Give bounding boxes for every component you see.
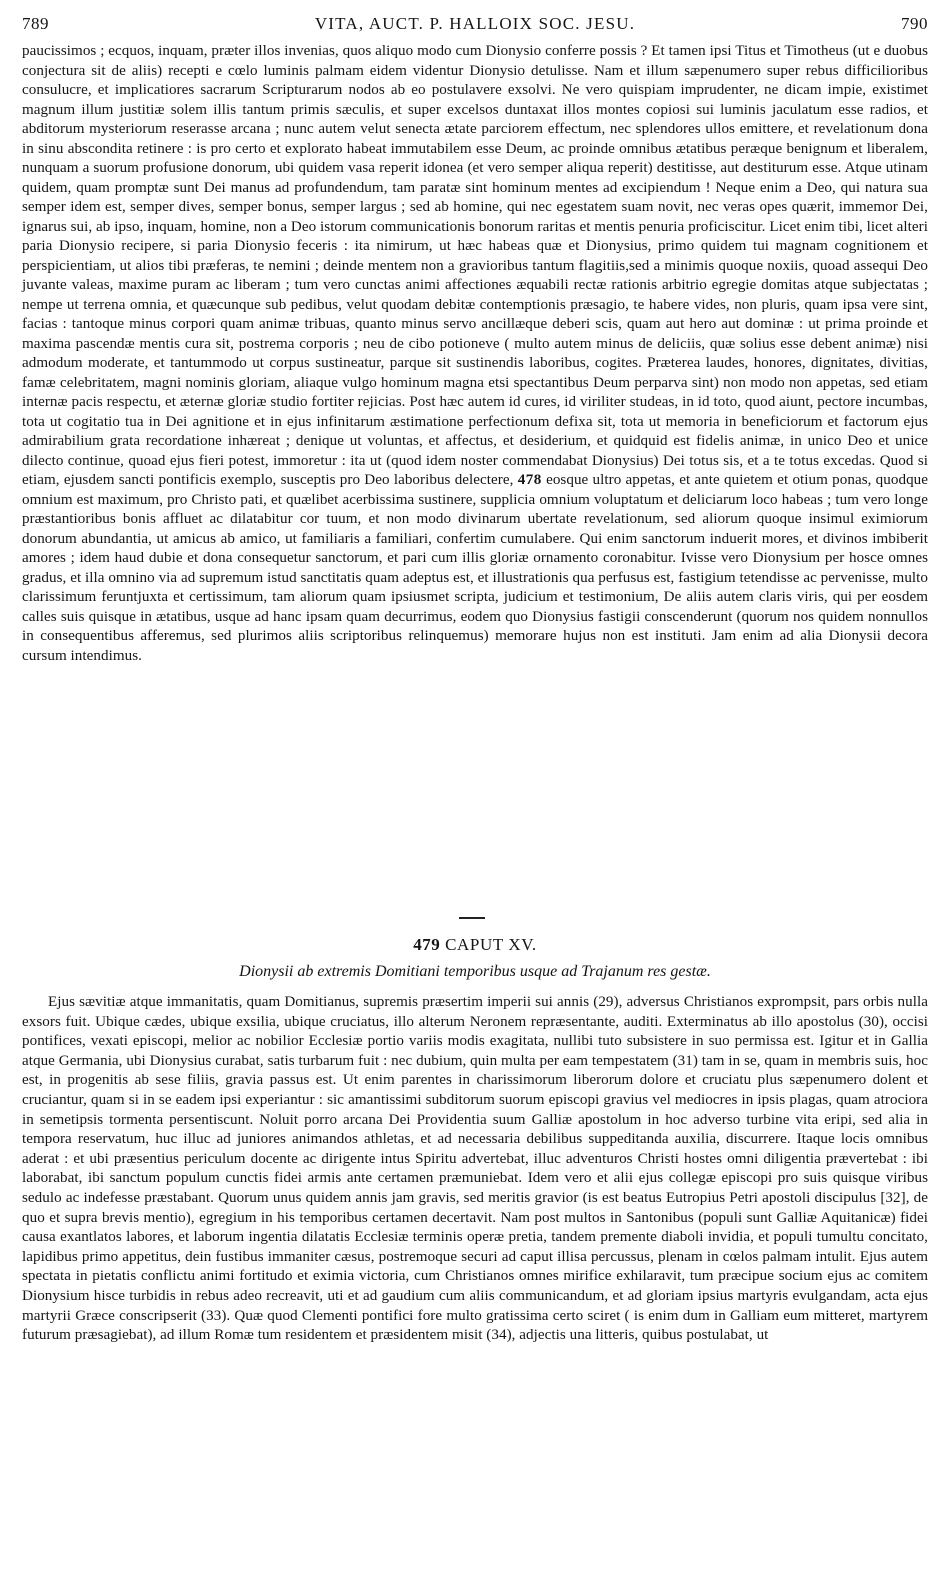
chapter-subtitle: Dionysii ab extremis Domitiani temporibus usque ad Trajanum res gestæ.	[239, 963, 711, 980]
body-paragraph-continued	[22, 42, 928, 666]
running-head	[22, 14, 928, 40]
paragraph-text-part1: paucissimos ; ecquos, inquam, præter illos invenias, quos aliquo modo cum Dionysio conferre possis ? Et tamen ipsi Titus et Timotheus (ut e duobus conjectura sit de aliis) recepti e cœlo luminis palmam eidem videntur Dionysio detulisse. Nam et illum sæpenumero super rebus difficilioribus consulucre, et implicatiores sacrarum Scripturarum nodos ab eo postulavere exsolvi. Ne vero quispiam imprudenter, ne dicam impie, existimet magnum illum justitiæ solem illis tantum primis sæculis, et super excelsos duntaxat illos montes copiosi sui luminis jaculatum esse radios, et abditorum mysteriorum reserasse arcana ; nunc autem velut senecta ætate parciorem effectum, nec splendores ullos emittere, et revelationum dona in sinu abscondita retinere : is pro certo et explorato habeat immutabilem esse Deum, ac proinde omnibus ætatibus peræque benignum et liberalem, nunquam a suorum profusione donorum, ubi quidem vasa reperit idonea (et vero semper aliqua reperit) destitisse, aut destiturum esse. Atque utinam quidem, quam promptæ sunt Dei manus ad profundendum, tam paratæ sint hominum mentes ad excipiendum ! Neque enim a Deo, qui natura sua semper idem est, semper dives, semper bonus, semper largus ; sed ab homine, qui nec egestatem suam novit, nec veras opes quærit, immemor Dei, ignarus sui, ab ipso, inquam, homine, non a Deo istorum communicationis bonorum raritas et mentis penuria proficiscitur. Licet enim tibi, licet alteri paria Dionysio recipere, si paria Dionysio feceris : ita nimirum, ut hæc habeas quæ et Dionysius, primo quidem tui magnam cognitionem et perspicientiam, ut alios tibi præferas, te nemini ; deinde mentem non a gravioribus tantum flagitiis,sed a minimis quoque noxiis, quoad assequi Deo juvante valeas, maxime puram ac liberam ; tum vero cunctas animi affectiones æquabili rectæ rationis arbitrio egregie domitas atque subjectatas ; nempe ut terrena omnia, et quæcunque sub pedibus, velut quodam debitæ contemptionis præsagio, te habere vides, non pluris, quam ipsa vere sint, facias : tantoque minus corpori quam animæ tribuas, quanto minus servo ancillæque deberi scis, quam aut hero aut dominæ : ut prima proinde et maxima pascendæ mentis cura sit, postrema corporis ; neu de cibo potioneve ( multo autem minus de deliciis, quæ solius esse debent animæ) nisi admodum moderate, et tantummodo ut corpus sustineatur, parque sit sustinendis laboribus, cogites. Præterea laudes, honores, dignitates, divitias, famæ celebritatem, magni nominis gloriam, aliaque vulgo hominum magna etsi spectantibus Deum perparva sint) non modo non appetas, sed etiam internæ pacis respectu, et æternæ gloriæ studio fortiter rejicias. Post hæc autem id cures, id viriliter studeas, in id toto, quod aiunt, pectore incumbas, tota ut cogitatio tua in Dei agnitione et in ejus infinitarum æstimatione perfectionum defixa sit, tota ut memoria in beneficiorum et factorum ejus admirabilium grata recordatione inhæreat ; denique ut voluntas, et affectus, et desiderium, et quidquid est fidelis animæ, in unico Deo et unice dilecto continue, quoad ejus fieri potest, immoretur : ita ut (quod idem noster commendabat Dionysius) Dei totus sis, et a te totus excedas. Quod si etiam, ejusdem sancti pontificis exemplo, susceptis pro Deo laboribus delectere,	[22, 43, 928, 488]
page-number-right: 790	[901, 14, 928, 33]
marginal-reference-number: 478	[517, 472, 542, 488]
running-title: VITA, AUCT. P. HALLOIX SOC. JESU.	[314, 14, 636, 33]
page-number-left: 789	[22, 14, 49, 33]
chapter-body-paragraph: Ejus sævitiæ atque immanitatis, quam Domitianus, supremis præsertim imperii sui annis (29), adversus Christianos exprompsit, pars orbis nulla exsors fuit. Ubique cædes, ubique exsilia, ubique cruciatus, illo alterum Neronem repræsentante, auditi. Exterminatus ab illo apostolus (30), occisi pontifices, vexati episcopi, melior ac nobilior Ecclesiæ portio variis modis exagitata, nullibi tuto subsistere in suo permissa est. Igitur et in Gallia atque Germania, ubi Dionysius curabat, satis turbarum fuit : nec dubium, quin multa per eam tempestatem (31) tam in se, quam in membris suis, hoc est, in progenitis ab sese filiis, gravia passus est. Ut enim parentes in charissimorum liberorum dolore et cruciatu plus sæpenumero dolent et cruciantur, quam si in se eadem ipsi experiantur : sic amantissimi subditorum suorum episcopi gravius vel mediocres in ipsis plagas, quam atrociora in semetipsis tormenta persentiscunt. Noluit porro arcana Dei Providentia suum Galliæ apostolum in hoc adverso turbine vita eripi, sed alia in tempora reservatum, huc illuc ad juniores animandos athletas, et ad necessaria debilibus suppeditanda auxilia, discurrere. Itaque locis omnibus aderat : et ubi præsentius periculum docente ac dirigente intus Spiritu advertebat, illuc adventuros Christi hostes omni diligentia prævertebat : ibi laborabat, ibi sanctum populum cunctis fidei armis ante certamen præmuniebat. Idem vero et alii ejus collegæ episcopi pro suis quisque viribus sedulo ac indefesse præstabant. Quorum unus quidem annis jam gravis, sed meritis gravior (is est beatus Eutropius Petri apostoli discipulus [32], de quo et supra brevis mentio), egregium in his temporibus certamen decertavit. Nam post multos in Santonibus (populi sunt Galliæ Aquitanicæ) fidei causa exantlatos labores, et laborum ingentia dilatatis Ecclesiæ terminis operæ pretia, tandem premente diaboli invidia, et populi tumultu concitato, lapidibus primo appetitus, dein fustibus immaniter cæsus, postremoque securi ad caput illisa percussus, plenam in cœlos palmam intulit. Ejus autem spectata in pietatis conflictu animi fortitudo et eximia victoria, cum Christianos omnes mirifice exhilaravit, tum præcipue socium ejus ac comitem Dionysium hisce turbidis in rebus adeo recreavit, uti et ad gaudium cum aliis communicandum, et ad gloriam ipsius martyris evulgandam, acta ejus martyrii Græce conscripserit (33). Quæ quod Clementi pontifici fore multo gratissima certo sciret ( is enim dum in Galliam eum mitteret, martyrem futurum præsagiebat), ad illum Romæ tum residentem et præsidentem misit (34), adjectis una litteris, quibus postulabat, ut	[22, 994, 928, 1344]
chapter-heading	[22, 935, 928, 955]
paragraph-text-part2: eosque ultro appetas, et ante quietem et otium ponas, quodque omnium est maximum, pro Christo pati, et quælibet acerbissima sustinere, supplicia omnium voluptatum et deliciarum loco habeas ; tum vero longe præstantioribus bonis affluet ac dilatabitur cor tuum, et non modo divinarum ubertate revelationum, sed aliorum quoque insimul eximiorum donorum abundantia, ut amicus ab amico, ut familiaris a familiari, confertim cumulabere. Qui enim sanctorum induerit mores, et divinos imbiberit amores ; idem haud dubie et dona consequetur sanctorum, et pari cum illis gloriæ ornamento coronabitur. Ivisse vero Dionysium per hosce omnes gradus, et illa omnino via ad supremum istud sanctitatis quam adeptus est, et illustrationis qua perfusus est, fastigium tetendisse ac pervenisse, multo clarissimum feruntjuxta et certissimum, tam aliorum quam ipsiusmet scripta, judicium et testimonium, De aliis autem claris viris, qui per eosdem calles suis quisque in ætatibus, usque ad hanc ipsam quam decurrimus, eodem quo Dionysius fastigii conscenderunt (quorum nos quidem nonnullos in consequentibus afferemus, sed plurimos aliis scriptoribus relinquemus) memorare hujus non est instituti. Jam enim ad alia Dionysii decora cursum intendimus.	[22, 472, 929, 664]
chapter-marginal-number: 479	[413, 935, 441, 954]
section-divider-rule	[459, 917, 485, 919]
chapter-title: CAPUT XV.	[445, 935, 537, 954]
